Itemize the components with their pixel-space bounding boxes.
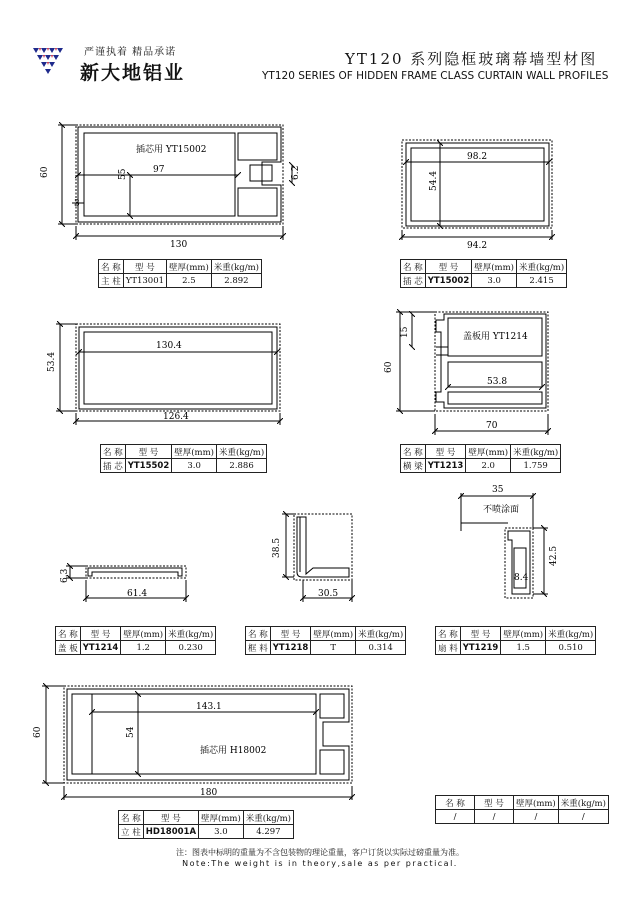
col-weight-header: 米重(kg/m) [243, 811, 293, 825]
p1-insert-label: 插芯用 YT15002 [136, 145, 207, 155]
col-model-header: 型 号 [475, 796, 514, 810]
p7-unpainted-label: 不喷涂面 [483, 505, 520, 515]
cell-name: 横 梁 [401, 459, 426, 473]
cell-model: YT13001 [123, 274, 166, 288]
cell-wall: 2.5 [167, 274, 212, 288]
cell-weight: 0.230 [166, 641, 216, 655]
cell-weight: 2.892 [211, 274, 261, 288]
profile-yt15502-drawing [56, 324, 280, 425]
p4-dim-height: 60 [384, 361, 394, 373]
cell-model: YT15002 [425, 274, 472, 288]
col-weight-header: 米重(kg/m) [511, 445, 561, 459]
cell-wall: 2.0 [466, 459, 511, 473]
spec-table-yt1218 [245, 626, 406, 655]
cell-name: 盖 板 [56, 641, 81, 655]
col-weight-header: 米重(kg/m) [558, 796, 608, 810]
p8-dim-depth: 54 [126, 726, 136, 738]
profile-yt1218-drawing [282, 514, 352, 602]
p4-dim-width: 70 [486, 421, 498, 431]
p5-dim-width: 61.4 [127, 589, 148, 599]
col-wall-header: 壁厚(mm) [501, 627, 546, 641]
p7-dim-height: 42.5 [549, 545, 559, 566]
col-name-header: 名 称 [246, 627, 271, 641]
cell-model: YT15502 [125, 459, 172, 473]
cell-model: / [475, 810, 514, 824]
spec-table-blank [435, 795, 609, 824]
col-name-header: 名 称 [99, 260, 124, 274]
spec-table-yt1213 [400, 444, 561, 473]
cell-weight: 2.886 [217, 459, 267, 473]
p8-dim-height: 60 [33, 726, 43, 738]
page-title-cn: YT120 系列隐框玻璃幕墙型材图 [345, 50, 598, 68]
col-model-header: 型 号 [270, 627, 311, 641]
col-wall-header: 壁厚(mm) [121, 627, 166, 641]
p4-cover-label: 盖板用 YT1214 [463, 332, 528, 342]
p1-dim-width: 130 [170, 240, 188, 250]
cell-model: HD18001A [143, 825, 198, 839]
col-wall-header: 壁厚(mm) [472, 260, 517, 274]
cell-name: 扇 料 [436, 641, 461, 655]
col-wall-header: 壁厚(mm) [172, 445, 217, 459]
col-weight-header: 米重(kg/m) [211, 260, 261, 274]
col-model-header: 型 号 [125, 445, 172, 459]
cell-name: 插 芯 [101, 459, 126, 473]
col-model-header: 型 号 [80, 627, 121, 641]
cell-wall: 1.5 [501, 641, 546, 655]
col-name-header: 名 称 [401, 445, 426, 459]
profile-yt1213-drawing [396, 312, 548, 435]
col-wall-header: 壁厚(mm) [514, 796, 559, 810]
col-name-header: 名 称 [436, 796, 475, 810]
cell-name: / [436, 810, 475, 824]
p1-dim-wall: 3 [74, 199, 80, 209]
cell-wall: 3.0 [172, 459, 217, 473]
cell-wall: 1.2 [121, 641, 166, 655]
p6-dim-width: 30.5 [318, 589, 339, 599]
cell-weight: 0.314 [356, 641, 406, 655]
p7-dim-inner: 8.4 [514, 573, 529, 583]
p3-dim-bottom: 126.4 [163, 412, 189, 422]
cell-weight: / [558, 810, 608, 824]
col-name-header: 名 称 [119, 811, 144, 825]
profile-yt13001-drawing [58, 125, 292, 240]
p2-dim-bottom: 94.2 [467, 241, 488, 251]
cell-model: YT1214 [80, 641, 121, 655]
spec-table-yt15002 [400, 259, 567, 288]
cell-wall: / [514, 810, 559, 824]
col-wall-header: 壁厚(mm) [311, 627, 356, 641]
profile-yt1214-drawing [66, 566, 186, 602]
col-wall-header: 壁厚(mm) [466, 445, 511, 459]
p7-dim-width: 35 [492, 485, 504, 495]
p1-dim-inner: 97 [153, 165, 165, 175]
company-slogan: 严谨执着 精品承诺 [84, 47, 177, 58]
col-wall-header: 壁厚(mm) [199, 811, 244, 825]
spec-table-hd18001a [118, 810, 294, 839]
col-weight-header: 米重(kg/m) [356, 627, 406, 641]
p5-dim-height: 6.3 [60, 568, 70, 583]
cell-weight: 4.297 [243, 825, 293, 839]
col-name-header: 名 称 [436, 627, 461, 641]
col-model-header: 型 号 [123, 260, 166, 274]
spec-table-yt1214 [55, 626, 216, 655]
col-model-header: 型 号 [460, 627, 501, 641]
col-model-header: 型 号 [425, 260, 472, 274]
cell-weight: 0.510 [546, 641, 596, 655]
col-weight-header: 米重(kg/m) [546, 627, 596, 641]
col-weight-header: 米重(kg/m) [517, 260, 567, 274]
col-model-header: 型 号 [143, 811, 198, 825]
p2-dim-height: 54.4 [429, 170, 439, 191]
p4-dim-top: 15 [400, 326, 410, 338]
cell-name: 框 料 [246, 641, 271, 655]
p3-dim-top: 130.4 [156, 341, 182, 351]
cell-weight: 1.759 [511, 459, 561, 473]
col-weight-header: 米重(kg/m) [217, 445, 267, 459]
footer-note-en: Note:The weight is in theory,sale as per practical. [182, 859, 458, 868]
cell-wall: 3.0 [199, 825, 244, 839]
company-name: 新大地铝业 [80, 62, 186, 84]
col-name-header: 名 称 [101, 445, 126, 459]
cell-name: 插 芯 [401, 274, 426, 288]
col-model-header: 型 号 [425, 445, 466, 459]
p1-dim-slot: 6.2 [291, 165, 301, 180]
page-title-en: YT120 SERIES OF HIDDEN FRAME CLASS CURTAIN WALL PROFILES [262, 70, 609, 82]
spec-table-yt15502 [100, 444, 267, 473]
p1-dim-depth: 55 [118, 168, 128, 180]
spec-table-yt1219 [435, 626, 596, 655]
spec-table-yt13001 [98, 259, 262, 288]
p8-insert-label: 插芯用 H18002 [200, 746, 267, 756]
col-wall-header: 壁厚(mm) [167, 260, 212, 274]
p6-dim-height: 38.5 [272, 537, 282, 558]
cell-wall: T [311, 641, 356, 655]
p8-dim-inner: 143.1 [196, 702, 222, 712]
col-name-header: 名 称 [401, 260, 426, 274]
p2-dim-top: 98.2 [467, 152, 488, 162]
p3-dim-height: 53.4 [47, 351, 57, 372]
cell-model: YT1213 [425, 459, 466, 473]
p4-dim-inner: 53.8 [487, 377, 508, 387]
col-name-header: 名 称 [56, 627, 81, 641]
cell-model: YT1219 [460, 641, 501, 655]
footer-note-cn: 注：图表中标明的重量为不含包装物的理论重量，客户订货以实际过磅重量为准。 [176, 848, 464, 857]
col-weight-header: 米重(kg/m) [166, 627, 216, 641]
cell-name: 主 柱 [99, 274, 124, 288]
p8-dim-width: 180 [200, 788, 218, 798]
cell-wall: 3.0 [472, 274, 517, 288]
cell-weight: 2.415 [517, 274, 567, 288]
cell-name: 立 柱 [119, 825, 144, 839]
cell-model: YT1218 [270, 641, 311, 655]
p1-dim-height: 60 [40, 166, 50, 178]
